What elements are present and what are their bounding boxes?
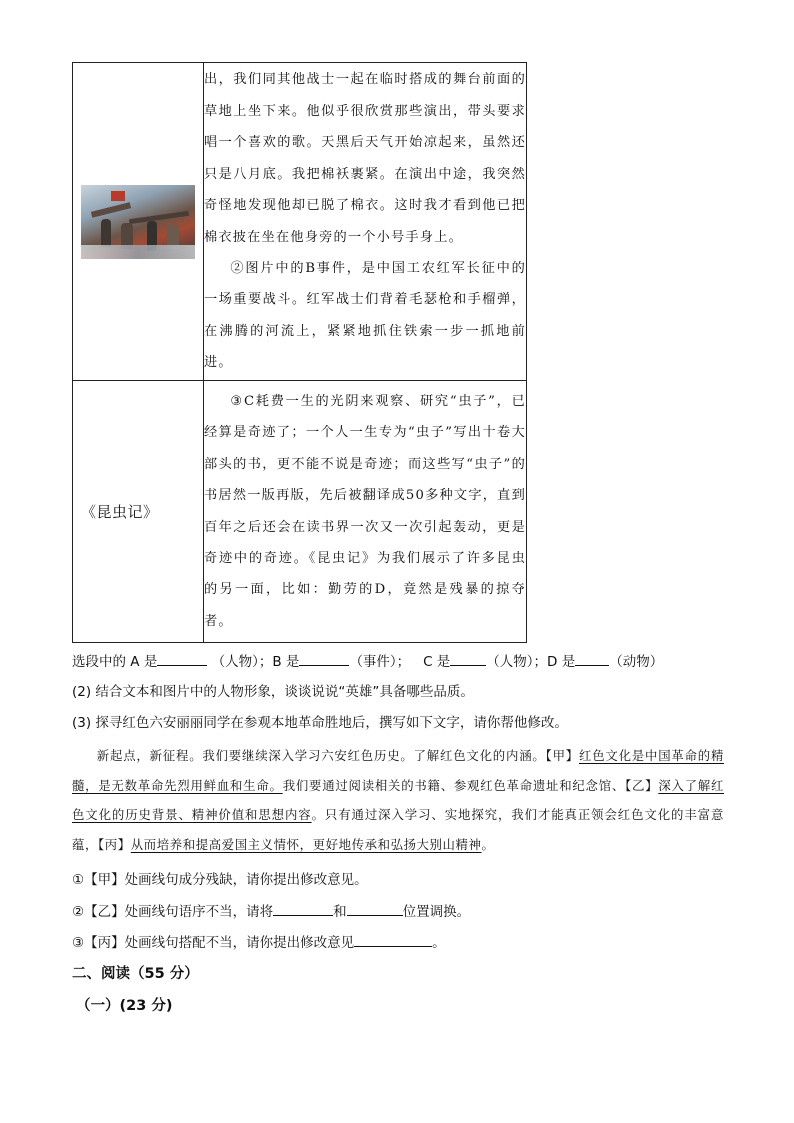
revision-passage: 新起点，新征程。我们要继续深入学习六安红色历史。了解红色文化的内涵。【甲】红色文化是中国革命的精髓，是无数革命先烈用鲜血和生命。我们要通过阅读相关的书籍、参观红色革命遗址和纪念馆、【乙】深入了解红色文化的历史背景、精神价值和思想内容。只有通过深入学习、实地探究，我们才能真正领会红色文化的丰富意蕴，【丙】从而培养和提高爱国主义情怀，更好地传承和弘扬大别山精神。 — [72, 748, 725, 852]
answer-blank-c[interactable] — [450, 651, 486, 666]
section-heading: 二、阅读（55 分） — [72, 966, 199, 982]
table-row — [73, 381, 527, 643]
answer-blank-b[interactable] — [299, 651, 349, 666]
reading-table — [72, 62, 527, 643]
answer-blank-bing[interactable] — [354, 932, 432, 947]
excerpt-paragraph: ②图片中的B事件，是中国工农红军长征中的一场重要战斗。红军战士们背着毛瑟枪和手榴弹，在沸腾的河流上，紧紧地抓住铁索一步一抓地前进。 — [204, 260, 526, 371]
underlined-sentence-bing: 从而培养和提高爱国主义情怀，更好地传承和弘扬大别山精神 — [130, 836, 482, 852]
answer-blank-swap-2[interactable] — [347, 901, 403, 916]
excerpt-paragraph: 出，我们同其他战士一起在临时搭成的舞台前面的草地上坐下来。他似乎很欣赏那些演出，带头要求唱一个喜欢的歌。天黑后天气开始凉起来，虽然还只是八月底。我把棉袄裹紧。在演出中途，我突然奇怪地发现他却已脱了棉衣。这时我才看到他已把棉衣披在坐在他身旁的一个小号手身上。 — [204, 72, 526, 245]
table-row — [73, 63, 527, 381]
excerpt-paragraph: ③C耗费一生的光阴来观察、研究“虫子”，已经算是奇迹了；一个人一生专为“虫子”写出十卷大部头的书，更不能不说是奇迹；而这些写“虫子”的书居然一版再版，先后被翻译成50多种文字，直到百年之后还会在读书界一次又一次引起轰动，更是奇迹中的奇迹。《昆虫记》为我们展示了许多昆虫的另一面，比如：勤劳的D，竟然是残暴的掠夺者。 — [204, 393, 526, 629]
question-3: (3) 探寻红色六安丽丽同学在参观本地革命胜地后，撰写如下文字，请你帮他修改。 — [72, 715, 568, 731]
excerpt-cell-2 — [204, 381, 527, 643]
book-title-cell — [73, 381, 204, 643]
sub-question-2: ②【乙】处画线句语序不当，请将 和 位置调换。 — [72, 901, 732, 922]
book-title: 《昆虫记》 — [81, 503, 159, 521]
underlined-sentence-yi: 深入了解红色文化的历史背景、精神价值和思想内容 — [72, 777, 725, 822]
question-1-fill: 选段中的 A 是 （人物）；B 是 （事件）； C 是 （人物）；D 是 （动物） — [72, 651, 732, 672]
sub-question-1: ①【甲】处画线句成分残缺，请你提出修改意见。 — [72, 872, 368, 888]
sub-question-3: ③【丙】处画线句搭配不当，请你提出修改意见 。 — [72, 932, 732, 953]
answer-blank-swap-1[interactable] — [273, 901, 333, 916]
image-cell — [73, 63, 204, 381]
underlined-sentence-jia: 红色文化是中国革命的精髓，是无数革命先烈用鲜血和生命。 — [72, 748, 724, 793]
subsection-heading: （一）(23 分) — [76, 998, 173, 1014]
question-2: (2) 结合文本和图片中的人物形象，谈谈说说“英雄”具备哪些品质。 — [72, 684, 474, 700]
answer-blank-d[interactable] — [575, 651, 609, 666]
answer-blank-a[interactable] — [157, 651, 207, 666]
excerpt-cell-1 — [204, 63, 527, 381]
long-march-painting — [81, 185, 195, 259]
